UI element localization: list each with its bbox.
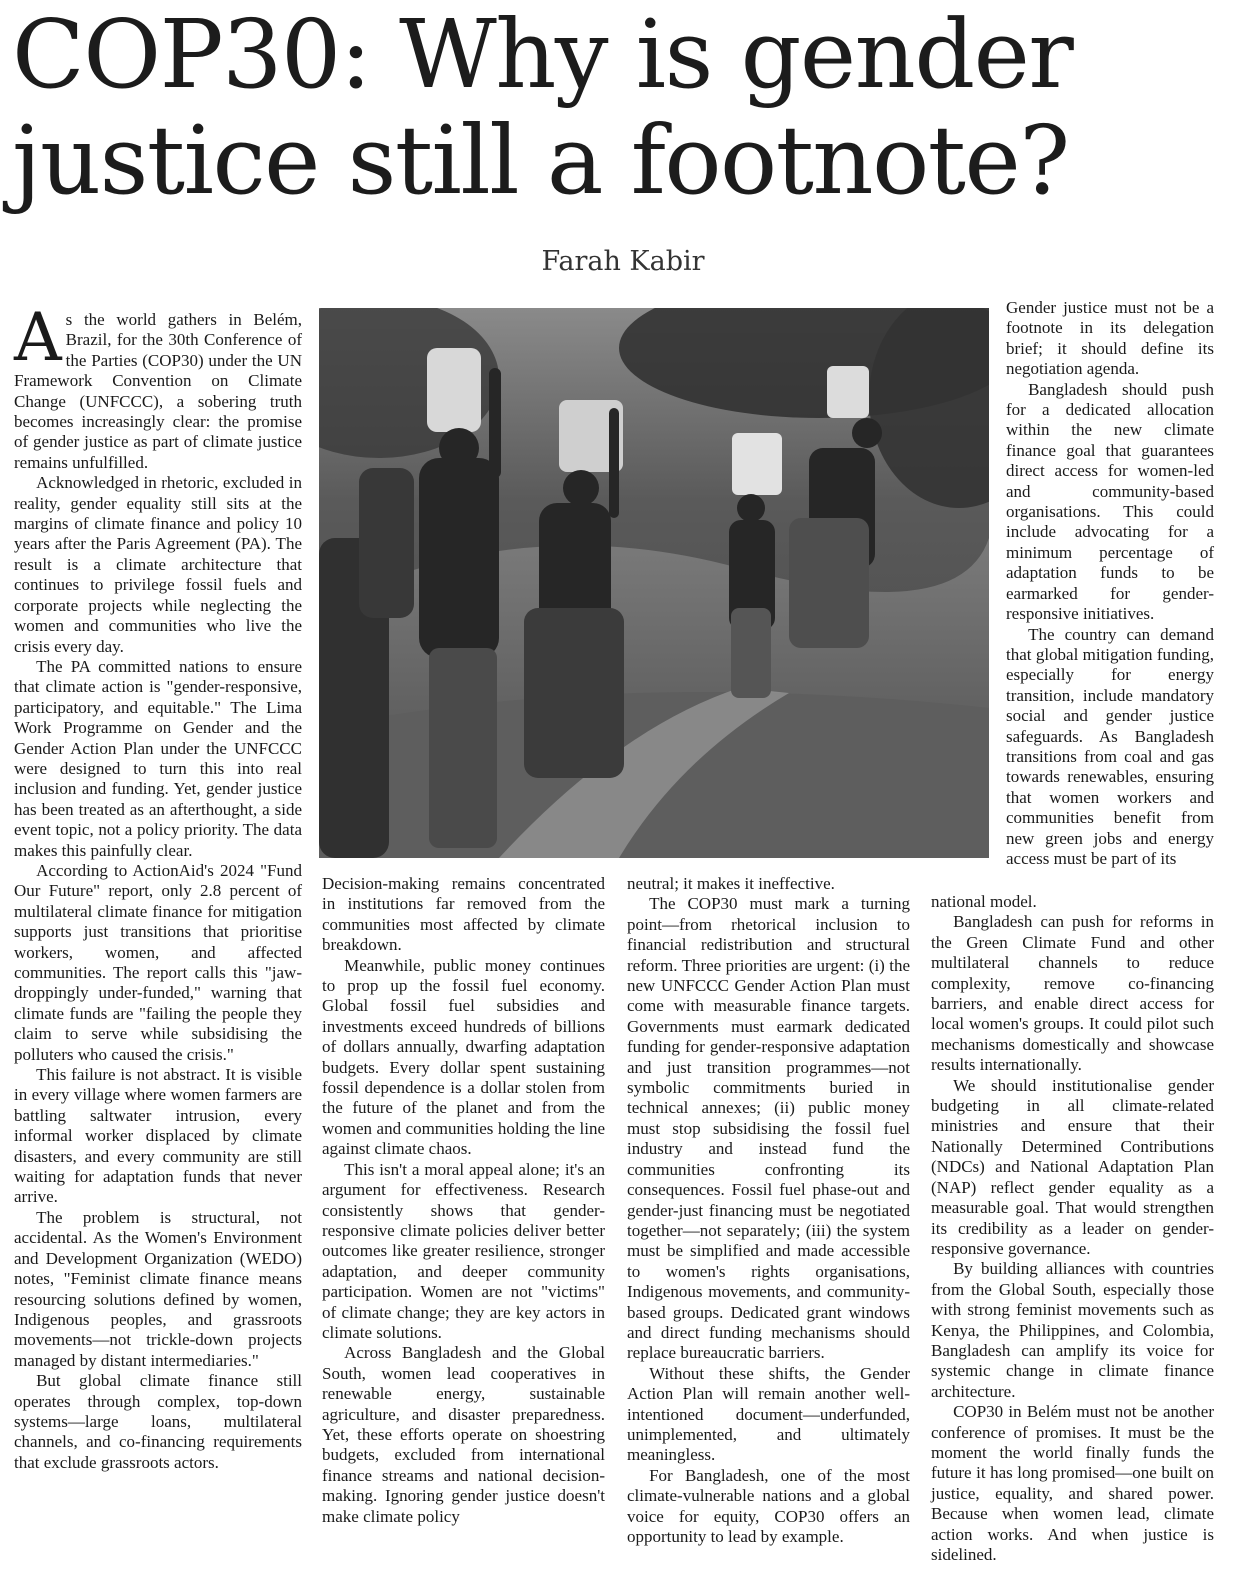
article-column-1 bbox=[14, 299, 302, 1473]
paragraph: The PA committed nations to ensure that climate action is "gender-responsive, participatory, and equitable." The Lima Work Programme on Gender and the Gender Action Plan under the UNFCCC were designed to turn this into real inclusion and funding. Yet, gender justice has been treated as an afterthought, a side event topic, not a policy priority. The data makes this painfully clear. bbox=[14, 656, 302, 860]
women-carrying-water-pots-photo bbox=[319, 308, 989, 858]
article-column-4-top bbox=[1006, 298, 1214, 869]
paragraph: Gender justice must not be a footnote in its delegation brief; it should define its negotiation agenda. bbox=[1006, 298, 1214, 379]
article-column-4-bottom bbox=[931, 892, 1214, 1565]
drop-cap: A bbox=[14, 299, 62, 376]
byline: Farah Kabir bbox=[541, 246, 705, 277]
paragraph: We should institutionalise gender budgeting in all climate-related ministries and ensure that their Nationally Determined Contributions (NDCs) and National Adaptation Plan (NAP) reflect gender equality as a measurable goal. That would strengthen its credibility as a leader on gender-responsive governance. bbox=[931, 1075, 1214, 1258]
headline bbox=[12, 2, 1236, 214]
paragraph: The problem is structural, not accidental. As the Women's Environment and Development Organization (WEDO) notes, "Feminist climate finance means resourcing solutions defined by women, Indigenous peoples, and grassroots movements—not trickle-down projects managed by distant intermediaries." bbox=[14, 1207, 302, 1370]
paragraph: Without these shifts, the Gender Action Plan will remain another well-intentioned document—underfunded, unimplemented, and ultimately meaningless. bbox=[627, 1363, 910, 1465]
paragraph bbox=[14, 299, 302, 473]
paragraph: Bangladesh should push for a dedicated allocation within the new climate finance goal that guarantees direct access for women-led and community-based organisations. This could include advocating for a minimum percentage of adaptation funds to be earmarked for gender-responsive initiatives. bbox=[1006, 379, 1214, 624]
paragraph: Across Bangladesh and the Global South, women lead cooperatives in renewable energy, sustainable agriculture, and disaster preparedness. Yet, these efforts operate on shoestring budgets, excluded from international finance streams and national decision-making. Ignoring gender justice doesn't make climate policy bbox=[322, 1343, 605, 1526]
paragraph: national model. bbox=[931, 892, 1037, 911]
paragraph: For Bangladesh, one of the most climate-vulnerable nations and a global voice for equity, COP30 offers an opportunity to lead by example. bbox=[627, 1465, 910, 1546]
paragraph: The country can demand that global mitigation funding, especially for energy transition, include mandatory social and gender justice safeguards. As Bangladesh transitions from coal and gas towards renewables, ensuring that women workers and communities benefit from new green jobs and energy access must be part of its bbox=[1006, 624, 1214, 868]
paragraph: But global climate finance still operates through complex, top-down systems—large loans, multilateral channels, and co-financing requirements that exclude grassroots actors. bbox=[14, 1371, 302, 1472]
article-column-2 bbox=[322, 874, 605, 1527]
paragraph: Acknowledged in rhetoric, excluded in reality, gender equality still sits at the margins of climate finance and policy 10 years after the Paris Agreement (PA). The result is a climate architecture that continues to privilege fossil fuels and corporate projects while neglecting the women and communities who live the crisis every day. bbox=[14, 473, 302, 656]
paragraph-text: s the world gathers in Belém, Brazil, for the 30th Conference of the Parties (COP30) under the UN Framework Convention on Climate Change (UNFCCC), a sobering truth becomes increasingly clear: the promise of gender justice as part of climate justice remains unfulfilled. bbox=[14, 310, 302, 472]
paragraph: Decision-making remains concentrated in institutions far removed from the communities most affected by climate breakdown. bbox=[322, 874, 605, 955]
paragraph: By building alliances with countries from the Global South, especially those with strong feminist movements such as Kenya, the Philippines, and Colombia, Bangladesh can amplify its voice for systemic change in climate finance architecture. bbox=[931, 1259, 1214, 1401]
paragraph: This failure is not abstract. It is visible in every village where women farmers are battling saltwater intrusion, every informal worker displaced by climate disasters, and every community are still waiting for adaptation funds that never arrive. bbox=[14, 1065, 302, 1207]
headline-line-2: justice still a footnote? bbox=[12, 106, 1069, 216]
paragraph: According to ActionAid's 2024 "Fund Our Future" report, only 2.8 percent of multilateral climate finance for mitigation supports just transitions that prioritise workers, women, and affected communities. The report calls this "jaw-droppingly under-funded," warning that climate funds are "failing the people they claim to serve while subsidising the polluters who caused the crisis." bbox=[14, 860, 302, 1064]
headline-line-1: COP30: Why is gender bbox=[12, 0, 1073, 110]
paragraph: Bangladesh can push for reforms in the Green Climate Fund and other multilateral channels to reduce complexity, remove co-financing barriers, and enable direct access for local women's groups. It could pilot such mechanisms domestically and showcase results internationally. bbox=[931, 912, 1214, 1075]
article-photo bbox=[319, 308, 989, 858]
paragraph: The COP30 must mark a turning point—from rhetorical inclusion to financial redistribution and structural reform. Three priorities are urgent: (i) the new UNFCCC Gender Action Plan must come with measurable finance targets. Governments must earmark dedicated funding for gender-responsive adaptation and just transition programmes—not symbolic commitments buried in technical annexes; (ii) public money must stop subsidising the fossil fuel industry and instead fund the communities confronting its consequences. Fossil fuel phase-out and gender-just financing must be negotiated together—not separately; (iii) the system must be simplified and made accessible to women's rights organisations, Indigenous movements, and community-based groups. Dedicated grant windows and direct funding mechanisms should replace bureaucratic barriers. bbox=[627, 894, 910, 1363]
paragraph: Meanwhile, public money continues to prop up the fossil fuel economy. Global fossil fuel subsidies and investments exceed hundreds of billions of dollars annually, dwarfing adaptation budgets. Every dollar spent sustaining fossil dependence is a dollar stolen from the future of the planet and from the women and communities holding the line against climate chaos. bbox=[322, 955, 605, 1159]
article-column-3 bbox=[627, 874, 910, 1547]
paragraph: neutral; it makes it ineffective. bbox=[627, 874, 835, 893]
paragraph: COP30 in Belém must not be another conference of promises. It must be the moment the world finally funds the future it has long promised—one built on justice, equality, and shared power. Because when women lead, climate action works. And when justice is sidelined. bbox=[931, 1402, 1214, 1564]
paragraph: This isn't a moral appeal alone; it's an argument for effectiveness. Research consistently shows that gender-responsive climate policies deliver better outcomes like greater resilience, stronger adaptation, and deeper community participation. Women are not "victims" of climate change; they are key actors in climate solutions. bbox=[322, 1159, 605, 1342]
